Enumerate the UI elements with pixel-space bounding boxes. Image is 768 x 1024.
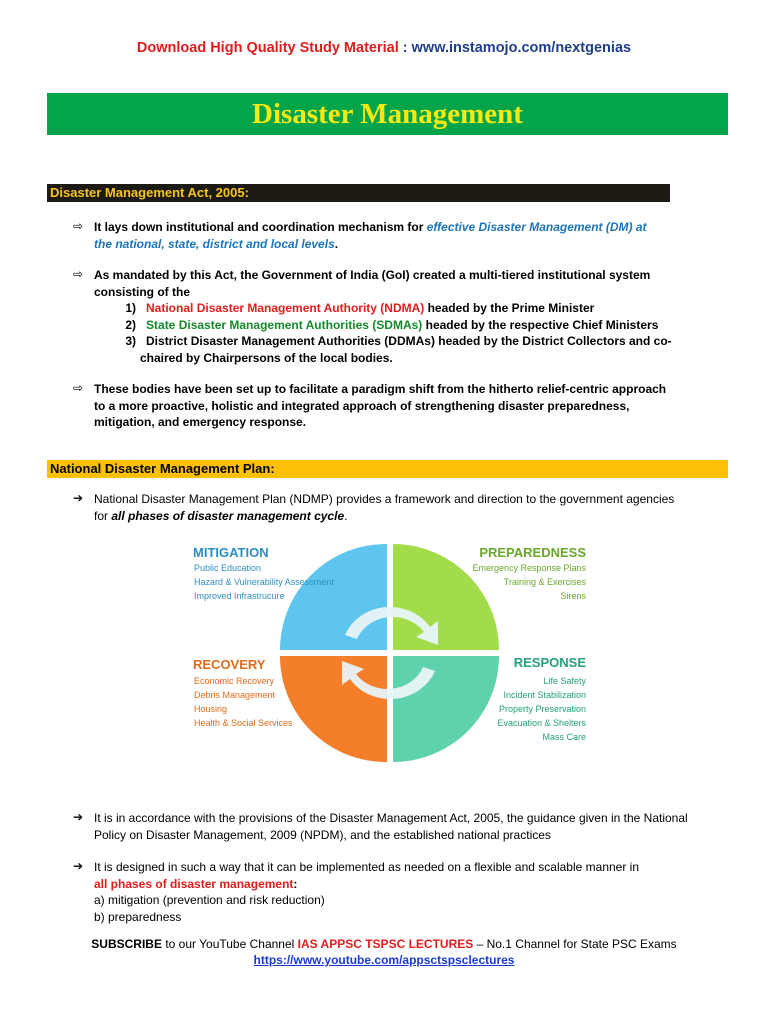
section-heading-ndmp: National Disaster Management Plan:	[47, 460, 728, 478]
youtube-link[interactable]: https://www.youtube.com/appsctspsclectures	[253, 953, 515, 967]
ndmp-bullet-1: National Disaster Management Plan (NDMP) provides a framework and direction to the government agencies for all phases of disaster management cycle.	[94, 492, 675, 523]
mitigation-list: Public Education Hazard & Vulnerability Assessment Improved Infrastrucure	[194, 563, 334, 601]
footer-subscribe: SUBSCRIBE to our YouTube Channel IAS APPSC TSPSC LECTURES – No.1 Channel for State PSC Exams	[91, 937, 677, 951]
preparedness-list: Emergency Response Plans Training & Exercises Sirens	[472, 563, 586, 601]
arrow-right-icon: ➔	[73, 859, 84, 873]
page-title: Disaster Management	[252, 97, 523, 130]
ndmp-bullet-2: It is in accordance with the provisions of the Disaster Management Act, 2005, the guidance given in the National Policy on Disaster Management, 2009 (NPDM), and the established national practices	[94, 811, 688, 842]
recovery-list: Economic Recovery Debris Management Housing Health & Social Services	[194, 676, 293, 728]
response-title: RESPONSE	[513, 655, 586, 670]
hollow-arrow-icon: ⇨	[73, 381, 84, 395]
list-item: 3) District Disaster Management Authorities (DDMAs) headed by the District Collectors and co-	[125, 334, 672, 349]
ndmp-bullet-3: It is designed in such a way that it can be implemented as needed on a flexible and scalable manner in all phases of disaster management: a) mitigation (prevention and risk reduction) b) preparedness	[94, 860, 640, 924]
channel-name: IAS APPSC TSPSC LECTURES	[297, 937, 474, 951]
footer-link-row	[0, 953, 768, 967]
response-list: Life Safety Incident Stabilization Property Preservation Evacuation & Shelters Mass Care	[497, 676, 586, 742]
hollow-arrow-icon: ⇨	[73, 219, 84, 233]
authority-list	[116, 300, 676, 366]
dm-act-bullet-3: These bodies have been set up to facilitate a paradigm shift from the hitherto relief-centric approach to a more proactive, holistic and integrated approach of strengthening disaster preparedness, mitigation, and emergency response.	[94, 382, 667, 430]
title-bar	[47, 93, 728, 135]
promo-separator: :	[398, 40, 412, 56]
section-heading-dm-act: Disaster Management Act, 2005:	[47, 184, 670, 202]
list-item: 1) National Disaster Management Authority (NDMA) headed by the Prime Minister	[125, 301, 595, 315]
preparedness-title: PREPAREDNESS	[479, 545, 586, 560]
arrow-right-icon: ➔	[73, 810, 84, 824]
dm-act-bullet-1: It lays down institutional and coordination mechanism for effective Disaster Management (DM) at the national, state, district and local levels.	[94, 220, 647, 251]
promo-link[interactable]: www.instamojo.com/nextgenias	[411, 40, 632, 56]
list-item-continuation: chaired by Chairpersons of the local bodies.	[140, 350, 393, 365]
promo-label: Download High Quality Study Material	[136, 40, 399, 56]
mitigation-title: MITIGATION	[193, 545, 269, 560]
recovery-title: RECOVERY	[193, 657, 266, 672]
promo-banner	[0, 40, 768, 56]
list-item: 2) State Disaster Management Authorities (SDMAs) headed by the respective Chief Ministers	[125, 317, 659, 332]
recovery-quadrant	[280, 656, 387, 762]
arrow-right-icon: ➔	[73, 491, 84, 505]
dm-act-bullet-2: As mandated by this Act, the Government of India (GoI) created a multi-tiered institutional system consisting of the	[94, 268, 651, 299]
hollow-arrow-icon: ⇨	[73, 267, 84, 281]
